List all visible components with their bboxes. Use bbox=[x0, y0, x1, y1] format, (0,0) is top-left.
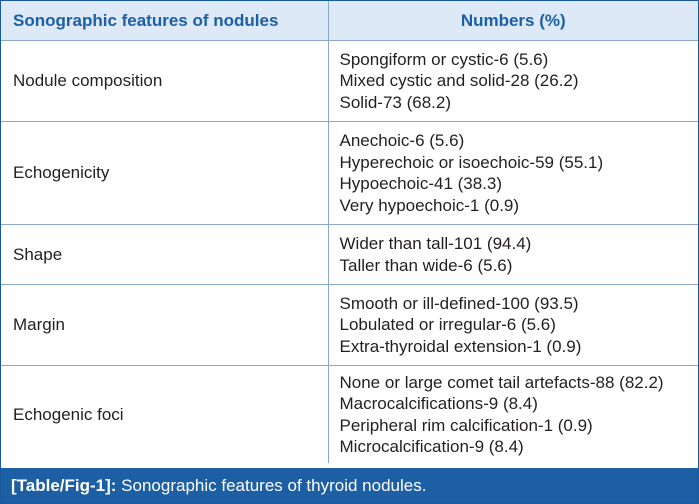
value-line: Wider than tall-101 (94.4) bbox=[339, 234, 532, 253]
caption-text: Sonographic features of thyroid nodules. bbox=[116, 476, 427, 495]
caption-label: [Table/Fig-1]: bbox=[11, 476, 117, 495]
sonographic-features-table bbox=[1, 1, 698, 463]
feature-cell: Echogenicity bbox=[1, 122, 328, 225]
value-line: Hyperechoic or isoechoic-59 (55.1) bbox=[339, 152, 604, 172]
values-cell bbox=[328, 366, 698, 464]
value-line: Smooth or ill-defined-100 (93.5) bbox=[339, 293, 579, 313]
table-row bbox=[1, 285, 698, 366]
header-numbers: Numbers (%) bbox=[328, 1, 698, 41]
value-line: Lobulated or irregular-6 (5.6) bbox=[339, 315, 556, 335]
value-line: None or large comet tail artefacts-88 (82.2) bbox=[339, 372, 664, 392]
table-row bbox=[1, 366, 698, 464]
value-line: Macrocalcifications-9 (8.4) bbox=[339, 394, 538, 413]
value-line: Taller than wide-6 (5.6) bbox=[339, 255, 513, 275]
value-line: Anechoic-6 (5.6) bbox=[339, 131, 465, 150]
feature-cell: Shape bbox=[1, 225, 328, 285]
table-row bbox=[1, 225, 698, 285]
figure-caption bbox=[1, 468, 698, 503]
feature-cell: Margin bbox=[1, 285, 328, 366]
value-line: Peripheral rim calcification-1 (0.9) bbox=[339, 415, 593, 435]
values-cell bbox=[328, 285, 698, 366]
value-line: Mixed cystic and solid-28 (26.2) bbox=[339, 71, 579, 91]
value-line: Hypoechoic-41 (38.3) bbox=[339, 174, 503, 193]
table-row bbox=[1, 41, 698, 122]
value-line: Spongiform or cystic-6 (5.6) bbox=[339, 49, 549, 69]
value-line: Extra-thyroidal extension-1 (0.9) bbox=[339, 336, 582, 356]
value-line: Very hypoechoic-1 (0.9) bbox=[339, 195, 520, 215]
value-line: Microcalcification-9 (8.4) bbox=[339, 437, 524, 456]
values-cell bbox=[328, 225, 698, 285]
values-cell bbox=[328, 41, 698, 122]
value-line: Solid-73 (68.2) bbox=[339, 92, 452, 112]
table-header-row bbox=[1, 1, 698, 41]
header-features: Sonographic features of nodules bbox=[1, 1, 328, 41]
values-cell bbox=[328, 122, 698, 225]
feature-cell: Echogenic foci bbox=[1, 366, 328, 464]
table-row bbox=[1, 122, 698, 225]
feature-cell: Nodule composition bbox=[1, 41, 328, 122]
